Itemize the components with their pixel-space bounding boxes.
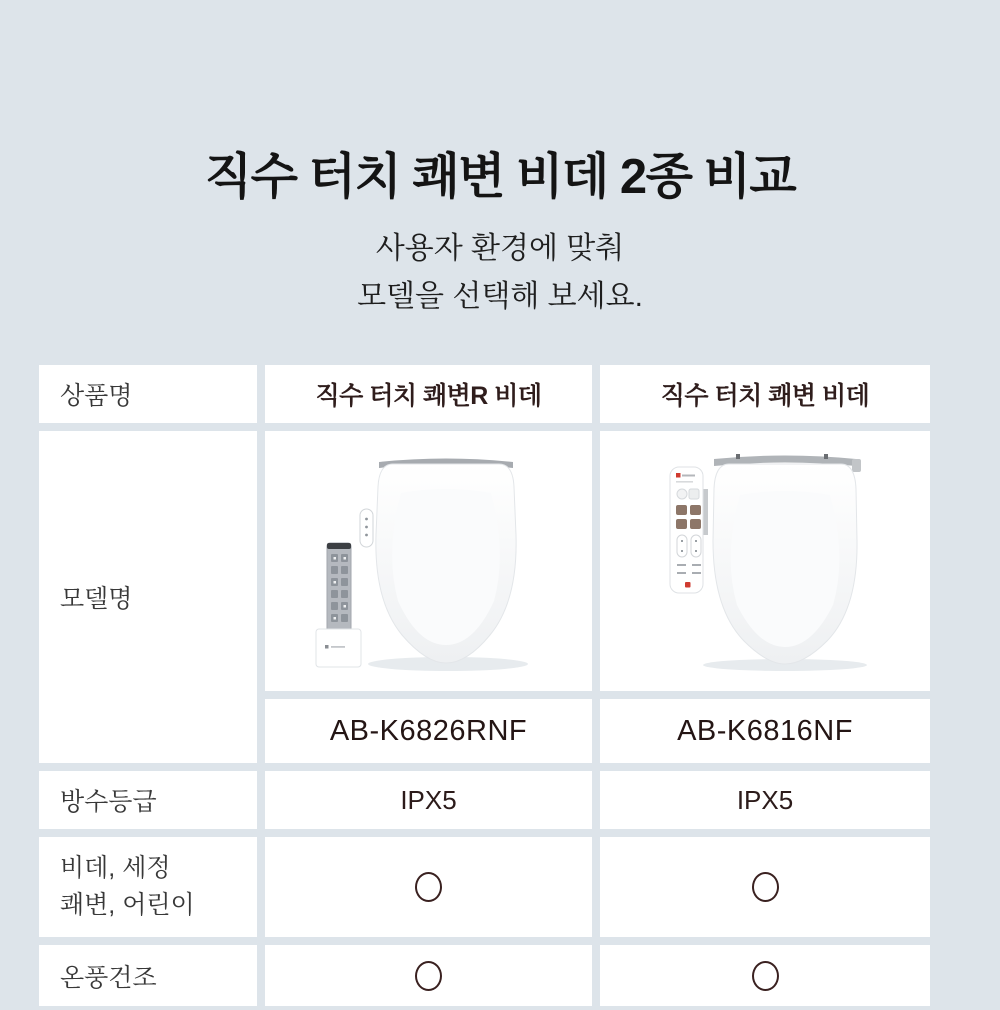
product-1-model-cell bbox=[265, 699, 592, 763]
product-1-photo-cell bbox=[265, 431, 592, 691]
wash-features-label-line-2: 쾌변, 어린이 bbox=[60, 891, 195, 919]
page-title: 직수 터치 쾌변 비데 2종 비교 bbox=[204, 150, 796, 204]
row-label-text: 온풍건조 bbox=[60, 963, 157, 992]
product-2-name-cell bbox=[600, 365, 930, 423]
row-label-model-name bbox=[39, 431, 257, 763]
product-1-warm-air-dry-cell bbox=[265, 945, 592, 1006]
product-1-waterproof-cell bbox=[265, 771, 592, 829]
subtitle-line-2: 모델을 선택해 보세요. bbox=[357, 280, 643, 313]
row-label-wash-features bbox=[39, 837, 257, 937]
product-1-model-code: AB-K6826RNF bbox=[329, 714, 528, 747]
available-circle-mark bbox=[415, 872, 442, 902]
product-2-wash-features-cell bbox=[600, 837, 930, 937]
product-2-model-cell bbox=[600, 699, 930, 763]
row-label-text: 모델명 bbox=[60, 585, 133, 613]
product-2-waterproof-cell bbox=[600, 771, 930, 829]
available-circle-mark bbox=[752, 872, 779, 902]
product-2-photo-bidet-with-side-panel bbox=[600, 431, 930, 691]
row-label-text: 상품명 bbox=[60, 382, 133, 410]
product-2-warm-air-dry-cell bbox=[600, 945, 930, 1006]
available-circle-mark bbox=[415, 961, 442, 991]
product-2-photo-cell bbox=[600, 431, 930, 691]
available-circle-mark bbox=[752, 961, 779, 991]
headline bbox=[0, 138, 1000, 321]
product-2-waterproof-value: IPX5 bbox=[736, 784, 794, 815]
row-label-product-name bbox=[39, 365, 257, 423]
wash-features-label-line-1: 비데, 세정 bbox=[60, 854, 171, 882]
product-1-wash-features-cell bbox=[265, 837, 592, 937]
row-label-warm-air-dry bbox=[39, 945, 257, 1006]
subtitle-line-1: 사용자 환경에 맞춰 bbox=[375, 232, 625, 265]
row-label-waterproof bbox=[39, 771, 257, 829]
product-1-photo-bidet-with-remote bbox=[265, 431, 592, 691]
product-2-model-code: AB-K6816NF bbox=[677, 714, 853, 747]
page-subtitle bbox=[0, 225, 1000, 321]
row-label-text: 방수등급 bbox=[60, 788, 157, 816]
product-2-name: 직수 터치 쾌변 비데 bbox=[660, 382, 870, 410]
product-1-name-cell bbox=[265, 365, 592, 423]
product-1-waterproof-value: IPX5 bbox=[400, 784, 457, 815]
comparison-table bbox=[39, 365, 930, 1006]
product-1-name: 직수 터치 쾌변R 비데 bbox=[315, 382, 542, 410]
row-label-text bbox=[60, 850, 195, 924]
